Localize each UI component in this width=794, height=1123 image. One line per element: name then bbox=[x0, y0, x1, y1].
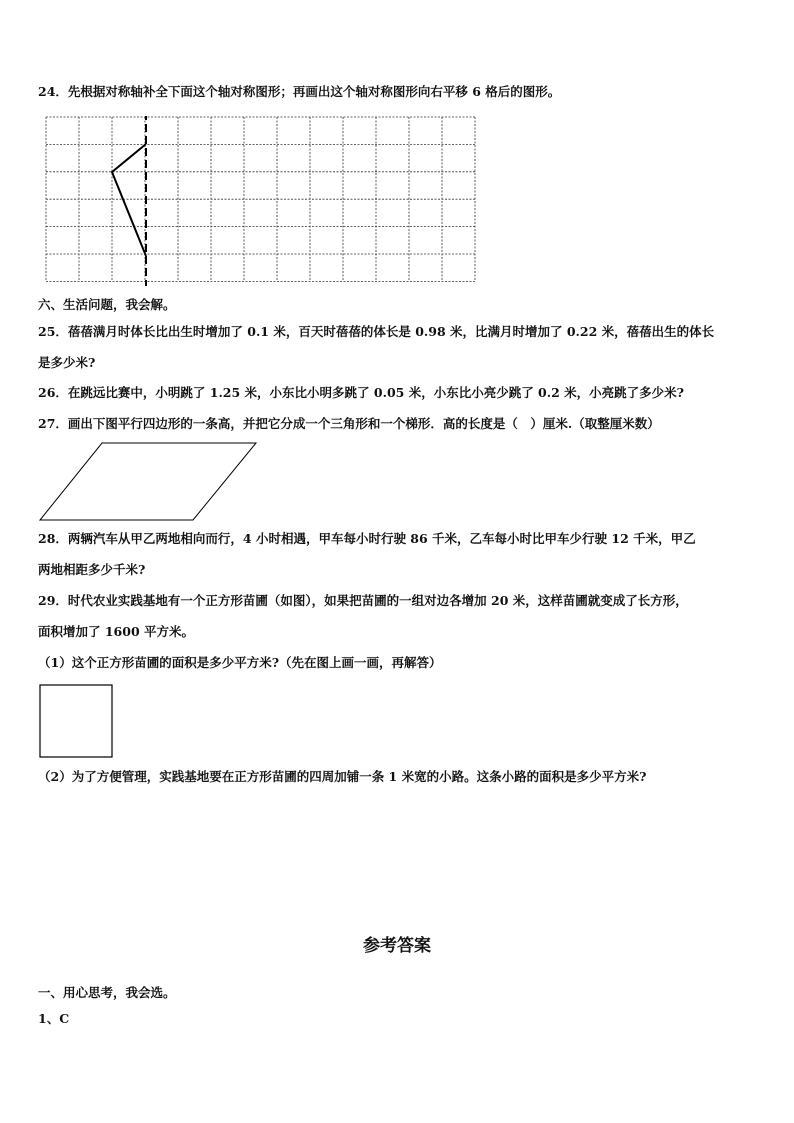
section-6-heading: 六、生活问题，我会解。 bbox=[38, 297, 176, 312]
question-25-line2: 是多少米? bbox=[38, 355, 96, 370]
answers-section-1: 一、用心思考，我会选。 bbox=[38, 985, 176, 1000]
question-28-line1: 28．两辆汽车从甲乙两地相向而行，4 小时相遇，甲车每小时行驶 86 千米，乙车每小时比甲车少行驶 12 千米，甲乙 bbox=[38, 531, 696, 546]
grid-figure bbox=[45, 116, 477, 286]
answers-title: 参考答案 bbox=[363, 936, 431, 956]
question-29-sub2: （2）为了方便管理，实践基地要在正方形苗圃的四周加铺一条 1 米宽的小路。这条小路的面积是多少平方米? bbox=[38, 769, 647, 784]
parallelogram bbox=[40, 443, 256, 520]
square-figure bbox=[39, 684, 115, 760]
parallelogram-figure bbox=[38, 440, 260, 524]
question-27: 27．画出下图平行四边形的一条高，并把它分成一个三角形和一个梯形．高的长度是（ ）厘米.（取整厘米数） bbox=[38, 416, 660, 431]
question-29-line1: 29．时代农业实践基地有一个正方形苗圃（如图），如果把苗圃的一组对边各增加 20 米，这样苗圃就变成了长方形， bbox=[38, 593, 688, 608]
square bbox=[40, 685, 112, 757]
question-26: 26．在跳远比赛中，小明跳了 1.25 米，小东比小明多跳了 0.05 米，小东比小亮少跳了 0.2 米，小亮跳了多少米? bbox=[38, 385, 684, 400]
question-28-line2: 两地相距多少千米? bbox=[38, 562, 146, 577]
half-shape bbox=[112, 144, 146, 256]
question-29-sub1: （1）这个正方形苗圃的面积是多少平方米?（先在图上画一画，再解答） bbox=[38, 655, 442, 670]
question-29-line2: 面积增加了 1600 平方米。 bbox=[38, 624, 194, 639]
answer-1: 1、C bbox=[38, 1011, 70, 1026]
question-25-line1: 25．蓓蓓满月时体长比出生时增加了 0.1 米，百天时蓓蓓的体长是 0.98 米，比满月时增加了 0.22 米，蓓蓓出生的体长 bbox=[38, 324, 715, 339]
question-24: 24．先根据对称轴补全下面这个轴对称图形；再画出这个轴对称图形向右平移 6 格后的图形。 bbox=[38, 84, 561, 99]
